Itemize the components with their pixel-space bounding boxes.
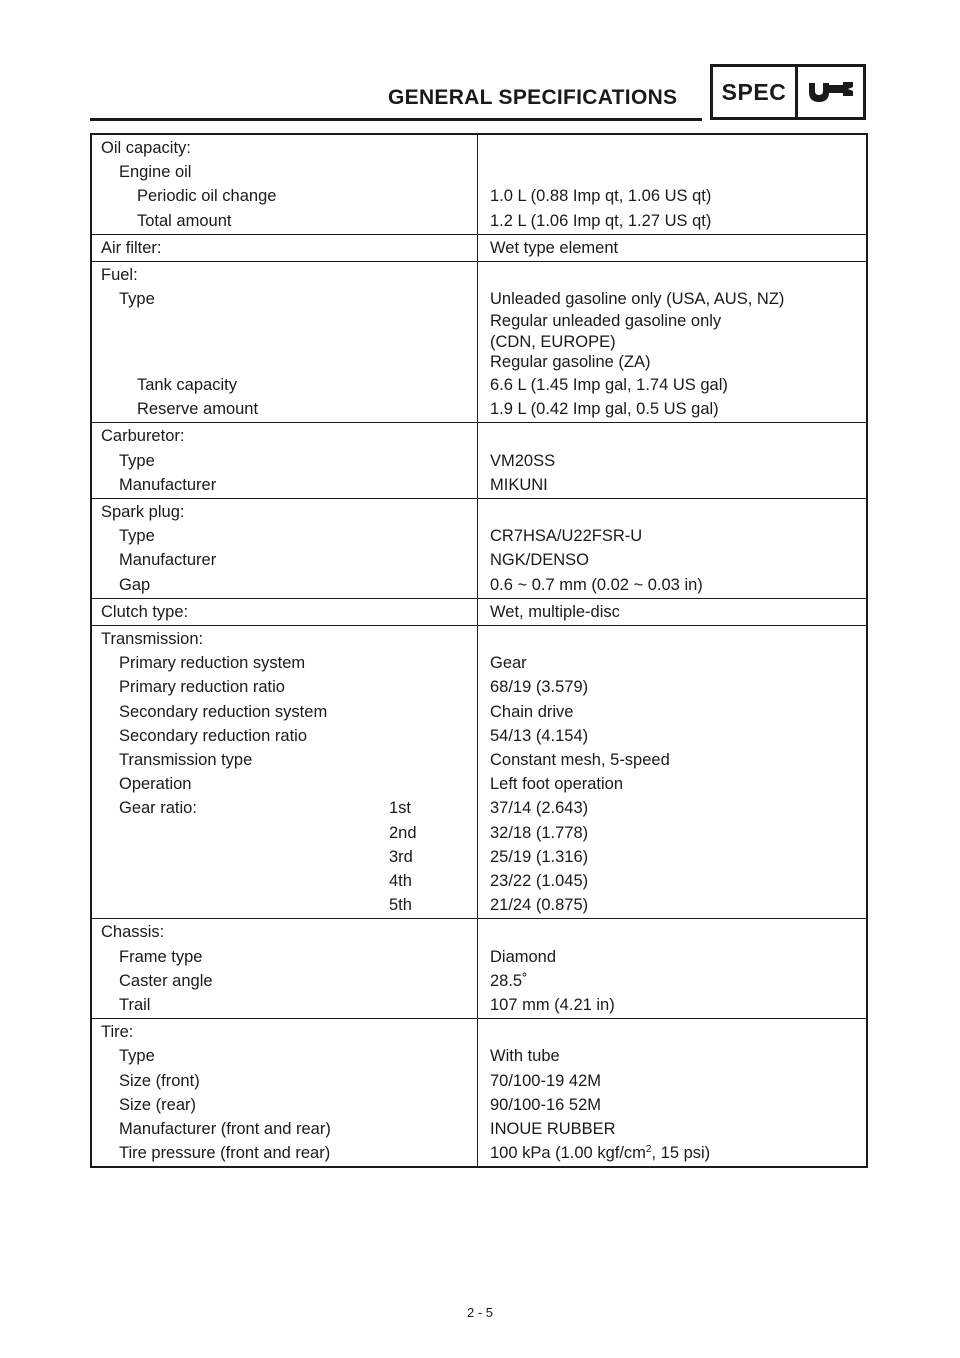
row-value: 70/100-19 42M xyxy=(490,1071,601,1090)
section-air-filter xyxy=(92,234,866,261)
row-label xyxy=(92,845,480,869)
row-label: Primary reduction ratio xyxy=(119,678,285,697)
row-value: Wet, multiple-disc xyxy=(490,602,620,621)
section-clutch-type xyxy=(92,598,866,625)
section-fuel xyxy=(92,261,866,422)
table-row xyxy=(92,651,866,675)
table-row xyxy=(92,160,866,184)
table-row xyxy=(92,724,866,748)
table-row xyxy=(92,287,866,373)
row-label: Secondary reduction ratio xyxy=(119,726,308,745)
row-value xyxy=(480,627,866,651)
gear-label: 2nd xyxy=(389,823,417,842)
row-value-line: Regular unleaded gasoline only xyxy=(490,312,722,331)
row-value: 68/19 (3.579) xyxy=(490,678,589,697)
row-value: NGK/DENSO xyxy=(490,551,590,570)
table-row xyxy=(92,600,866,624)
row-label xyxy=(92,869,480,893)
row-label: Fuel: xyxy=(101,266,138,285)
row-value: 90/100-16 52M xyxy=(490,1095,601,1114)
row-value xyxy=(480,160,866,184)
row-value-text: 100 kPa (1.00 kgf/cm xyxy=(490,1144,646,1163)
row-label: Size (rear) xyxy=(119,1095,197,1114)
row-value xyxy=(480,424,866,448)
row-value xyxy=(480,287,866,373)
table-row xyxy=(92,675,866,699)
row-value xyxy=(480,500,866,524)
row-label: Total amount xyxy=(137,211,232,230)
row-label: Carburetor: xyxy=(101,427,185,446)
row-label: Manufacturer (front and rear) xyxy=(119,1120,331,1139)
row-label: Type xyxy=(119,1047,155,1066)
row-label xyxy=(92,893,480,917)
table-row xyxy=(92,627,866,651)
table-row xyxy=(92,772,866,796)
row-label: Operation xyxy=(119,775,192,794)
row-value: INOUE RUBBER xyxy=(490,1120,616,1139)
row-value: With tube xyxy=(490,1047,560,1066)
row-label: Frame type xyxy=(119,947,203,966)
table-row xyxy=(92,748,866,772)
row-label: Transmission: xyxy=(101,629,204,648)
spec-badge xyxy=(710,64,866,120)
section-chassis xyxy=(92,918,866,1018)
row-value xyxy=(480,263,866,287)
row-label: Gap xyxy=(119,575,151,594)
table-row xyxy=(92,449,866,473)
table-row xyxy=(92,1141,866,1165)
row-value: 23/22 (1.045) xyxy=(490,871,589,890)
table-row xyxy=(92,473,866,497)
table-row xyxy=(92,821,866,845)
row-value: Left foot operation xyxy=(490,775,624,794)
row-label: Gear ratio: xyxy=(119,799,197,818)
row-value: 28.5˚ xyxy=(490,971,528,990)
row-value: MIKUNI xyxy=(490,475,548,494)
row-value-line: Unleaded gasoline only (USA, AUS, NZ) xyxy=(490,290,785,309)
table-row xyxy=(92,524,866,548)
row-value: 1.2 L (1.06 Imp qt, 1.27 US qt) xyxy=(490,211,712,230)
table-row xyxy=(92,424,866,448)
row-label xyxy=(92,821,480,845)
row-value-line: (CDN, EUROPE) xyxy=(490,332,616,351)
table-row xyxy=(92,500,866,524)
row-label: Air filter: xyxy=(101,238,162,257)
row-label: Tire pressure (front and rear) xyxy=(119,1144,331,1163)
row-label: Engine oil xyxy=(119,163,192,182)
row-label: Caster angle xyxy=(119,971,213,990)
table-row xyxy=(92,373,866,397)
row-label: Tank capacity xyxy=(137,375,237,394)
row-label: Spark plug: xyxy=(101,502,185,521)
table-row xyxy=(92,209,866,233)
row-value-line: Regular gasoline (ZA) xyxy=(490,353,651,372)
row-value xyxy=(480,1141,866,1165)
row-label: Type xyxy=(119,290,155,309)
row-value: 54/13 (4.154) xyxy=(490,726,589,745)
gear-label: 3rd xyxy=(389,847,413,866)
row-label: Transmission type xyxy=(119,750,253,769)
row-value: 25/19 (1.316) xyxy=(490,847,589,866)
row-label: Secondary reduction system xyxy=(119,702,328,721)
table-row xyxy=(92,1069,866,1093)
row-label: Type xyxy=(119,527,155,546)
page-title: GENERAL SPECIFICATIONS xyxy=(388,86,678,109)
gear-label: 5th xyxy=(389,896,412,915)
row-value: Wet type element xyxy=(490,238,619,257)
table-row xyxy=(92,893,866,917)
row-value: Constant mesh, 5-speed xyxy=(490,750,670,769)
table-row xyxy=(92,184,866,208)
gear-label: 1st xyxy=(389,799,412,818)
row-value xyxy=(480,136,866,160)
table-row xyxy=(92,920,866,944)
wrench-icon xyxy=(798,67,863,117)
row-value: 32/18 (1.778) xyxy=(490,823,589,842)
row-label: Oil capacity: xyxy=(101,139,191,157)
section-tire xyxy=(92,1018,866,1166)
table-row xyxy=(92,969,866,993)
spec-badge-label: SPEC xyxy=(713,67,798,117)
row-label: Type xyxy=(119,451,155,470)
row-label: Size (front) xyxy=(119,1071,200,1090)
row-value: VM20SS xyxy=(490,451,556,470)
row-label: Primary reduction system xyxy=(119,654,306,673)
table-row xyxy=(92,993,866,1017)
row-label: Clutch type: xyxy=(101,602,189,621)
spec-table xyxy=(90,133,868,1168)
table-row xyxy=(92,263,866,287)
row-value: 0.6 ~ 0.7 mm (0.02 ~ 0.03 in) xyxy=(490,575,703,594)
table-row xyxy=(92,945,866,969)
table-row xyxy=(92,700,866,724)
row-value: 1.9 L (0.42 Imp gal, 0.5 US gal) xyxy=(490,400,719,419)
row-value: Gear xyxy=(490,654,527,673)
section-oil-capacity xyxy=(92,135,866,234)
table-row xyxy=(92,573,866,597)
table-row xyxy=(92,869,866,893)
row-label: Chassis: xyxy=(101,923,165,942)
row-label: Periodic oil change xyxy=(137,187,277,206)
section-transmission xyxy=(92,625,866,918)
header-rule xyxy=(90,118,702,121)
row-value: Diamond xyxy=(490,947,557,966)
row-value: 21/24 (0.875) xyxy=(490,896,589,915)
row-label: Manufacturer xyxy=(119,551,217,570)
table-row xyxy=(92,1093,866,1117)
table-row xyxy=(92,796,866,820)
row-value: Chain drive xyxy=(490,702,574,721)
row-label: Reserve amount xyxy=(137,400,259,419)
table-row xyxy=(92,1020,866,1044)
section-spark-plug xyxy=(92,498,866,598)
row-value-text-tail: , 15 psi) xyxy=(651,1144,711,1163)
table-row xyxy=(92,845,866,869)
page-number: 2 - 5 xyxy=(466,1305,493,1320)
table-row xyxy=(92,236,866,260)
row-value: 107 mm (4.21 in) xyxy=(490,996,615,1014)
table-row xyxy=(92,397,866,421)
table-row xyxy=(92,548,866,572)
row-label: Manufacturer xyxy=(119,475,217,494)
table-row xyxy=(92,1044,866,1068)
table-row xyxy=(92,1117,866,1141)
row-value: 37/14 (2.643) xyxy=(490,799,589,818)
row-label: Trail xyxy=(119,996,151,1014)
row-value xyxy=(480,920,866,944)
row-value: 1.0 L (0.88 Imp qt, 1.06 US qt) xyxy=(490,187,712,206)
row-value: 6.6 L (1.45 Imp gal, 1.74 US gal) xyxy=(490,375,728,394)
row-value: CR7HSA/U22FSR-U xyxy=(490,527,643,546)
section-carburetor xyxy=(92,422,866,498)
row-value xyxy=(480,1020,866,1044)
gear-label: 4th xyxy=(389,871,412,890)
row-value-superscript: 2 xyxy=(645,1144,652,1156)
table-row xyxy=(92,136,866,160)
row-label: Tire: xyxy=(101,1023,134,1042)
